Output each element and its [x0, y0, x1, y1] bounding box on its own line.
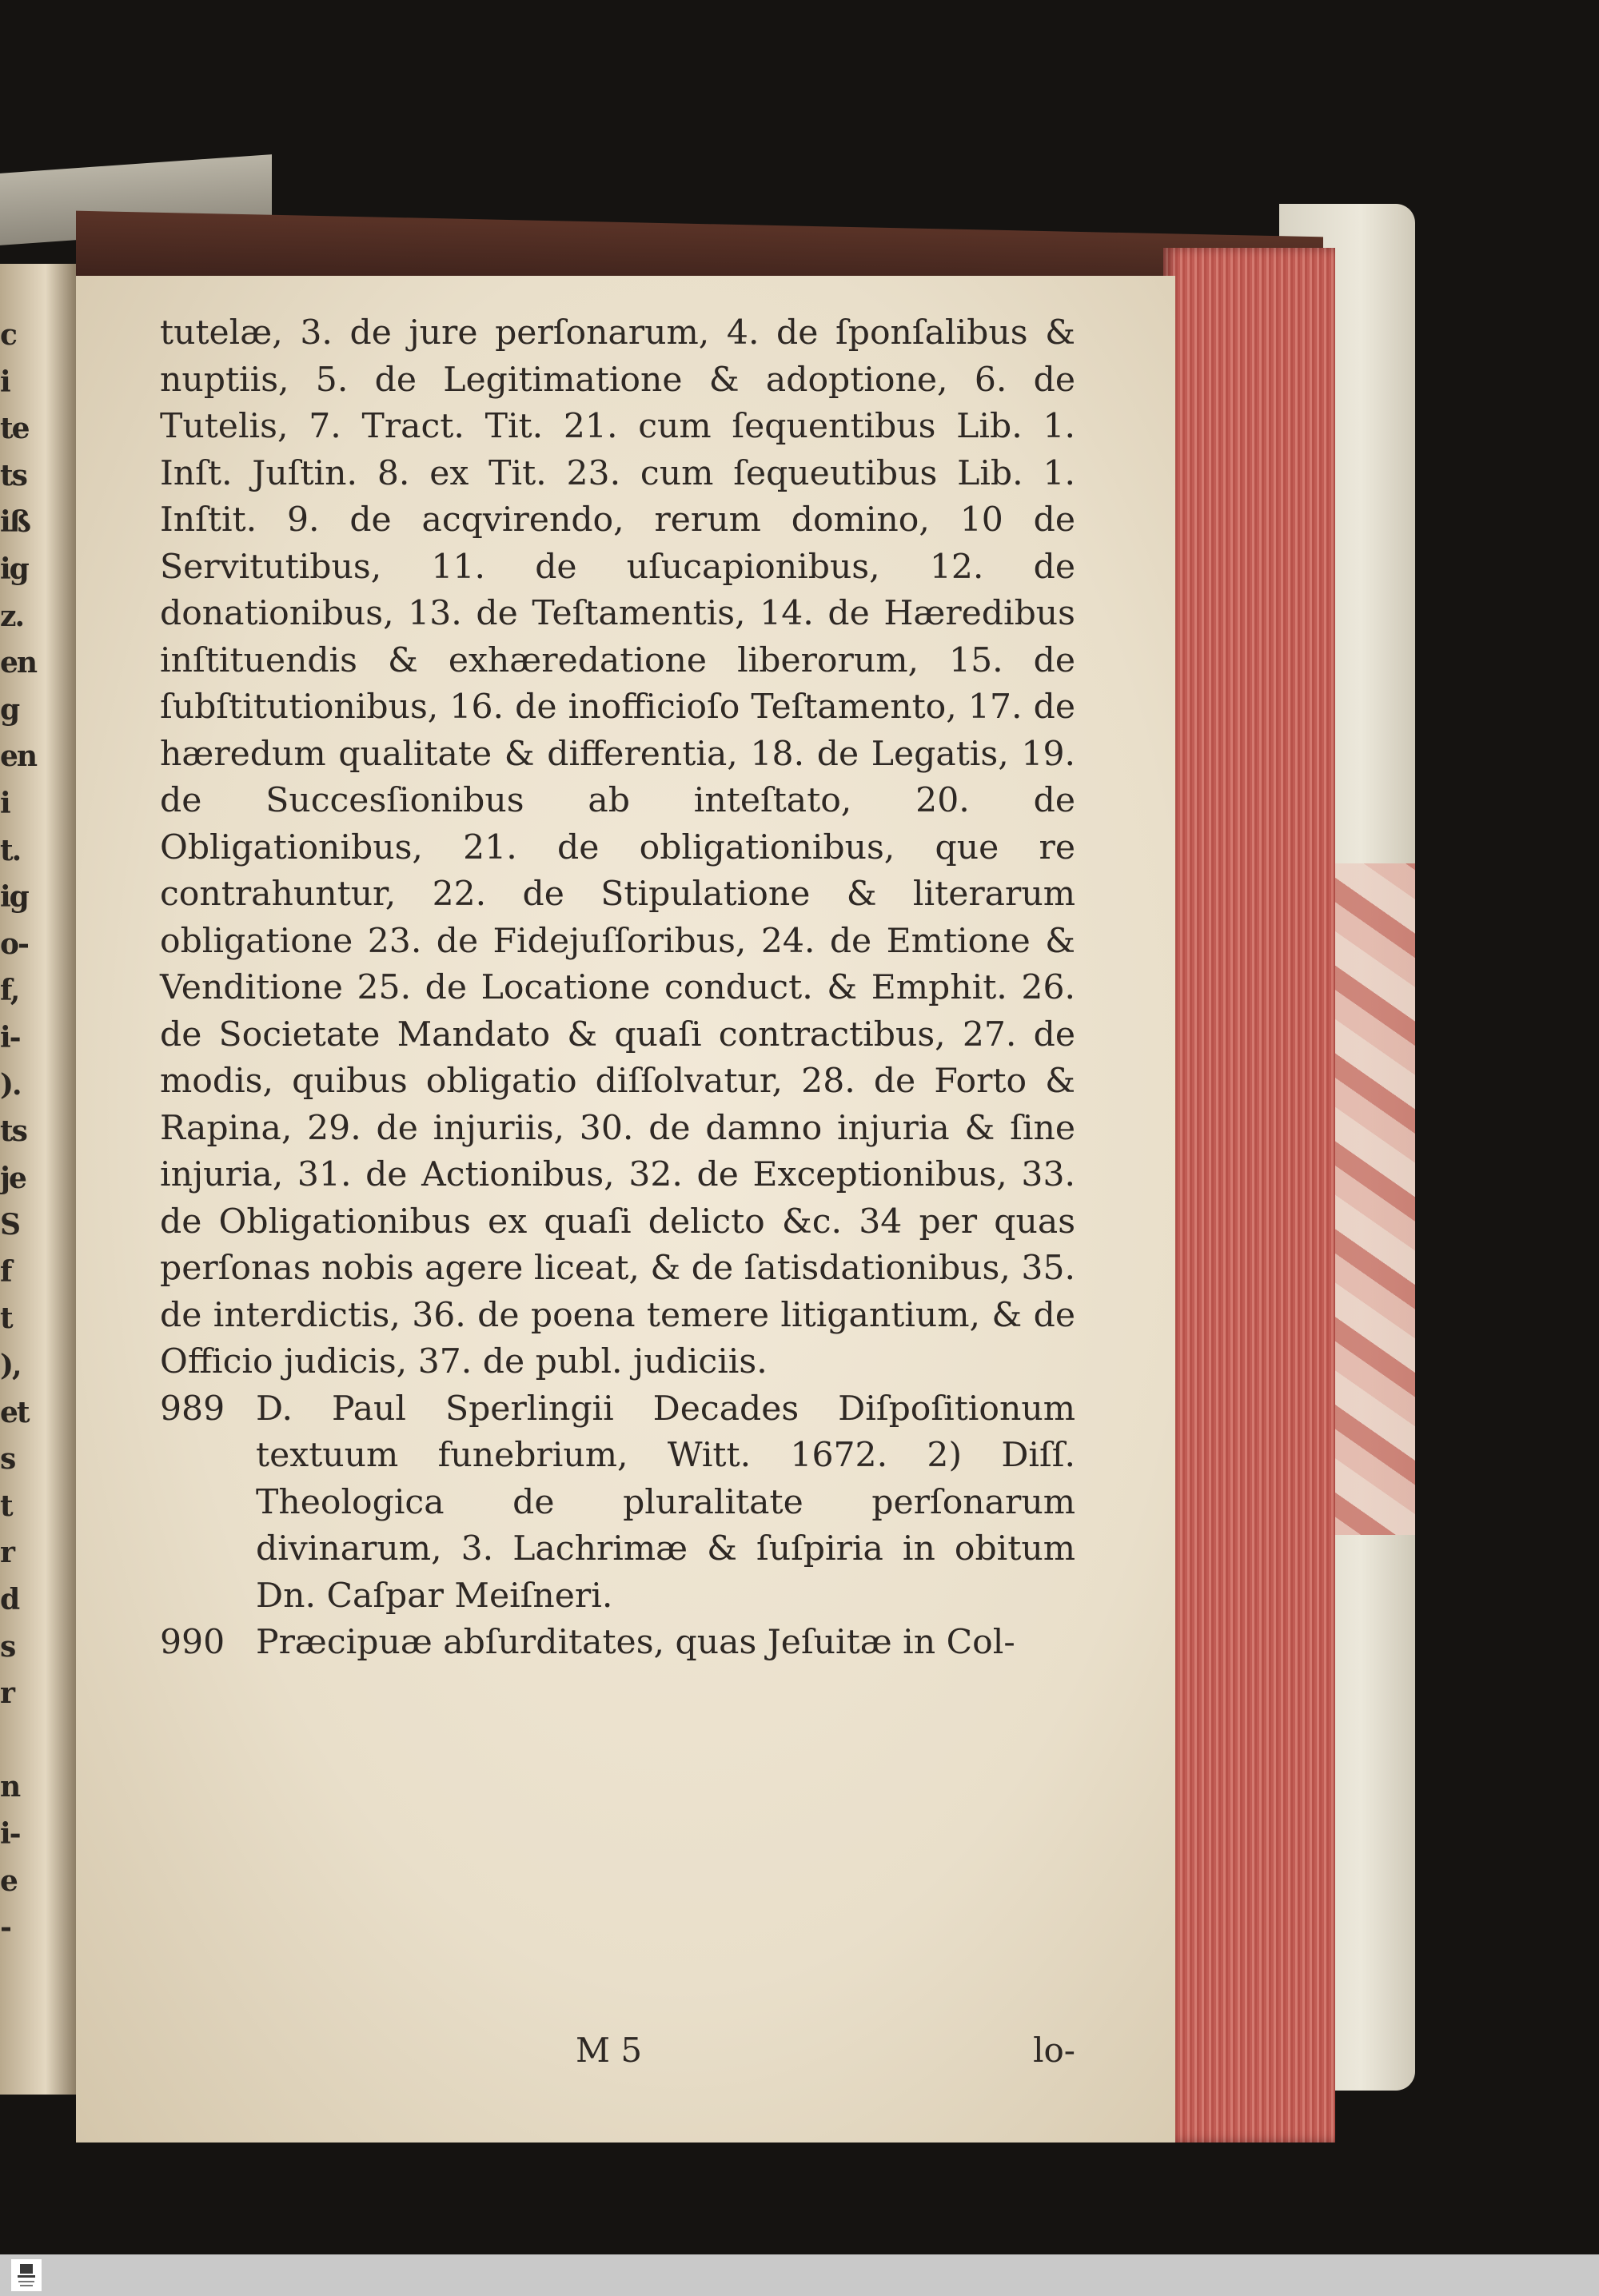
left-page-fragment: r [0, 1536, 14, 1570]
viewer-bottom-bar [0, 2254, 1599, 2296]
left-page-fragment: ts [0, 458, 26, 492]
left-page-fragment: t [0, 1489, 12, 1523]
left-page-fragment: je [0, 1161, 26, 1195]
left-page-fragment: t. [0, 833, 21, 867]
left-page-fragment: ), [0, 1349, 21, 1383]
left-page-fragment: ig [0, 552, 28, 586]
entry-number: 989 [160, 1389, 225, 1429]
entry-number: 990 [160, 1623, 225, 1662]
left-page-fragment: ig [0, 880, 28, 915]
paragraph-continued: tutelæ, 3. de jure perſonarum, 4. de ſponſalibus & nuptiis, 5. de Legitimatione & adoptione, 6. de Tutelis, 7. Tract. Tit. 21. cum ſequentibus Lib. 1. Inſt. Juſtin. 8. ex Tit. 23. cum ſequeutibus Lib. 1. Inſtit. 9. de acqvirendo, rerum domino, 10 de Servitutibus, 11. de uſucapionibus, 12. de donationibus, 13. de Teſtamentis, 14. de Hæredibus inſtituendis & exhæredatione liberorum, 15. de ſubſtitutionibus, 16. de inofficioſo Teſtamento, 17. de hæredum qualitate & differentia, 18. de Legatis, 19. de Succesſionibus ab inteſtato, 20. de Obligationibus, 21. de obligationibus, que re contrahuntur, 22. de Stipulatione & literarum obligatione 23. de Fidejuſſoribus, 24. de Emtione & Venditione 25. de Locatione conduct. & Emphit. 26. de Societate Mandato & quaſi contractibus, 27. de modis, quibus obligatio diſſolvatur, 28. de Forto & Rapina, 29. de injuriis, 30. de damno injuria & ſine injuria, 31. de Actionibus, 32. de Exceptionibus, 33. de Obligationibus ex quaſi delicto &c. 34 per quas perſonas nobis agere liceat, & de ſatisdationibus, 35. de interdictis, 36. de poena temere litigantium, & de Officio judicis, 37. de publ. judiciis. [160, 313, 1075, 1381]
left-page-fragment: ). [0, 1067, 21, 1102]
catchword: lo- [1033, 2031, 1075, 2070]
left-page-fragment: t [0, 1301, 12, 1336]
left-page-fragment: r [0, 1676, 14, 1711]
left-page-fragment: i- [0, 1817, 20, 1851]
catalog-entry-989 [160, 1386, 1075, 1620]
left-page-fragment [0, 1717, 32, 1764]
left-page-fragment: f [0, 1254, 11, 1289]
left-page-fragment: s [0, 1442, 15, 1477]
left-page-fragment: n [0, 1770, 20, 1804]
left-page-fragment: e [0, 1864, 17, 1898]
left-page-fragment: ts [0, 1114, 26, 1149]
page-footer [160, 2031, 1075, 2079]
left-page-fragment: et [0, 1395, 29, 1429]
left-page-fragment: g [0, 692, 19, 727]
entry-text: Præcipuæ abſurditates, quas Jeſuitæ in Col- [256, 1623, 1015, 1662]
red-fore-edge [1163, 248, 1335, 2143]
left-page-fragment: S [0, 1208, 19, 1242]
page-text [160, 310, 1075, 1667]
left-page-fragment: i- [0, 1020, 20, 1054]
left-page-fragment: en [0, 646, 37, 680]
left-page-fragment: s [0, 1629, 15, 1664]
left-page-fragments [0, 312, 37, 1951]
left-page-fragment: i [0, 786, 10, 820]
entry-text: D. Paul Sperlingii Decades Diſpoſitionum textuum funebrium, Witt. 1672. 2) Diſſ. Theologica de pluralitate perſonarum divinarum, 3. Lachrimæ & ſuſpiria in obitum Dn. Caſpar Meiſneri. [256, 1389, 1075, 1616]
left-page-fragment: f, [0, 974, 19, 1008]
left-page-fragment: te [0, 412, 29, 446]
library-logo-icon [11, 2259, 42, 2291]
left-page-fragment: o- [0, 927, 28, 961]
signature-mark: M 5 [576, 2031, 643, 2070]
left-page-fragment: en [0, 739, 37, 774]
catalog-entry-990 [160, 1620, 1075, 1667]
left-page-fragment: z. [0, 599, 23, 633]
left-page-fragment: d [0, 1583, 19, 1617]
left-page-fragment: - [0, 1911, 10, 1945]
left-page-fragment: c [0, 318, 16, 352]
left-page-fragment: iß [0, 505, 30, 540]
left-page-fragment: i [0, 365, 10, 399]
